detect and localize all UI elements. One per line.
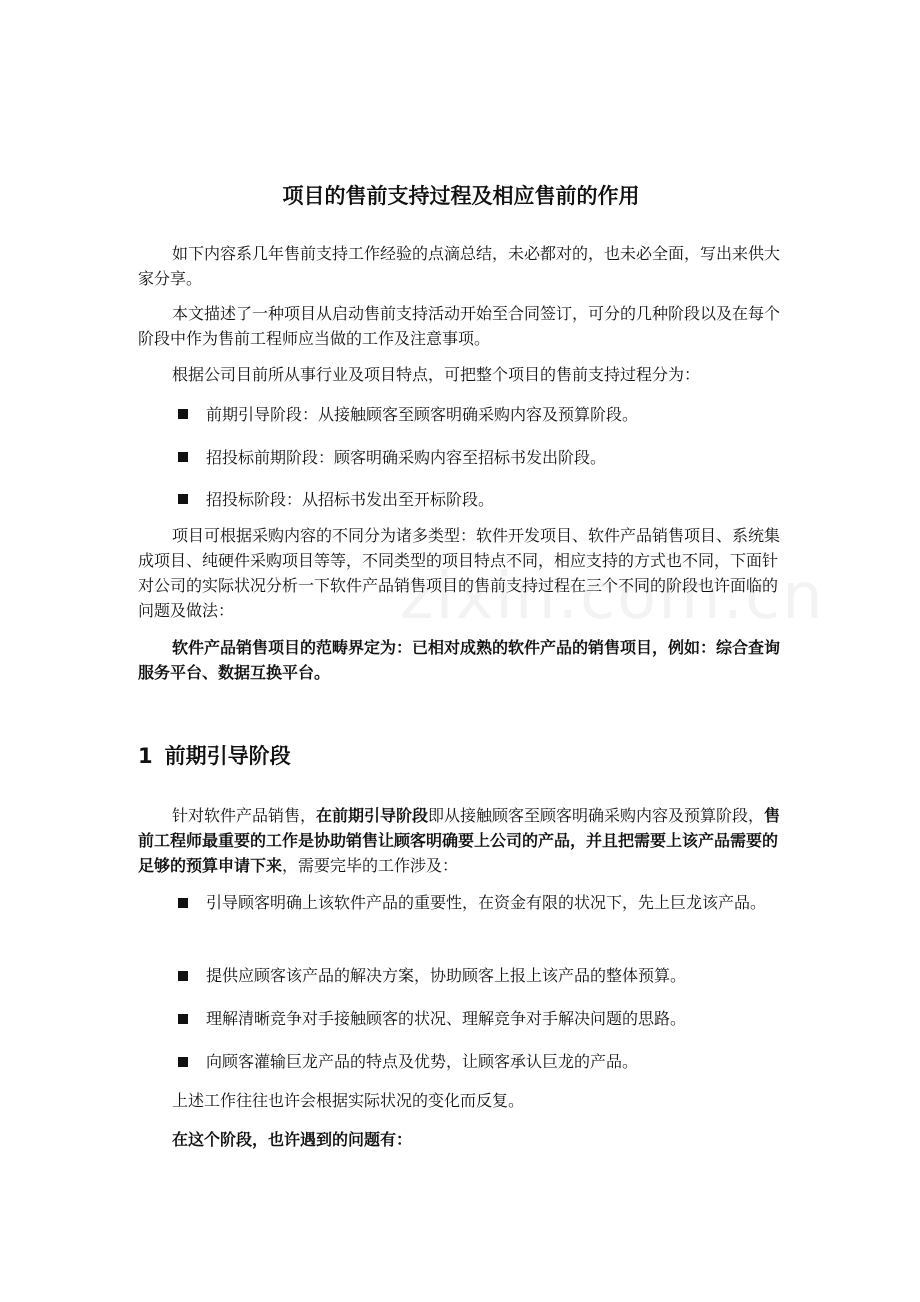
intro-paragraph-3: 根据公司目前所从事行业及项目特点，可把整个项目的售前支持过程分为： xyxy=(172,365,701,384)
square-bullet-icon xyxy=(178,494,188,504)
task-text: 引导顾客明确上该软件产品的重要性，在资金有限的状况下，先上巨龙该产品。 xyxy=(206,893,767,912)
definition-paragraph: 软件产品销售项目的范畴界定为：已相对成熟的软件产品的销售项目，例如：综合查询服务平台、数据互换平台。 xyxy=(138,638,781,682)
section-number: 1 xyxy=(138,744,153,768)
section-1-heading xyxy=(138,738,291,774)
square-bullet-icon xyxy=(178,971,188,981)
types-paragraph: 项目可根据采购内容的不同分为诸多类型：软件开发项目、软件产品销售项目、系统集成项目、纯硬件采购项目等等，不同类型的项目特点不同，相应支持的方式也不同，下面针对公司的实际状况分析一下软件产品销售项目的售前支持过程在三个不同的阶段也许面临的问题及做法： xyxy=(138,526,781,620)
task-text: 提供应顾客该产品的解决方案，协助顾客上报上该产品的整体预算。 xyxy=(206,966,687,985)
para-text: 即从接触顾客至顾客明确采购内容及预算阶段， xyxy=(428,806,765,825)
para-bold-text: 售前工程师最重要的工作是协助销售让顾客明确要上公司的产品，并且把需要上该产品需要的足够的预算申请下来 xyxy=(138,806,781,875)
phase-text: 招投标前期阶段：顾客明确采购内容至招标书发出阶段。 xyxy=(206,448,607,467)
phase-list-item xyxy=(178,445,784,470)
task-list-item xyxy=(178,960,784,992)
phase-text: 前期引导阶段：从接触顾客至顾客明确采购内容及预算阶段。 xyxy=(206,405,639,424)
square-bullet-icon xyxy=(178,1014,188,1024)
phase-list-item xyxy=(178,402,784,427)
para-bold-text: 在前期引导阶段 xyxy=(316,806,429,825)
para-text: ，需要完毕的工作涉及： xyxy=(282,856,459,875)
square-bullet-icon xyxy=(178,452,188,462)
repeat-note: 上述工作往往也许会根据实际状况的变化而反复。 xyxy=(172,1091,525,1110)
para-text: 针对软件产品销售， xyxy=(172,806,317,825)
problems-label: 在这个阶段，也许遇到的问题有： xyxy=(172,1130,413,1149)
square-bullet-icon xyxy=(178,898,188,908)
task-text: 理解清晰竞争对手接触顾客的状况、理解竞争对手解决问题的思路。 xyxy=(206,1009,687,1028)
intro-paragraph-1: 如下内容系几年售前支持工作经验的点滴总结，未必都对的，也未必全面，写出来供大家分享。 xyxy=(138,244,781,288)
section-title: 前期引导阶段 xyxy=(164,744,291,768)
task-text: 向顾客灌输巨龙产品的特点及优势，让顾客承认巨龙的产品。 xyxy=(206,1052,639,1071)
intro-paragraph-2: 本文描述了一种项目从启动售前支持活动开始至合同签订，可分的几种阶段以及在每个阶段中作为售前工程师应当做的工作及注意事项。 xyxy=(138,304,781,348)
section-1-paragraph xyxy=(138,803,784,878)
phase-text: 招投标阶段：从招标书发出至开标阶段。 xyxy=(206,490,495,509)
document-title: 项目的售前支持过程及相应售前的作用 xyxy=(282,184,640,208)
square-bullet-icon xyxy=(178,409,188,419)
phase-list-item xyxy=(178,487,784,512)
task-list-item xyxy=(178,1003,784,1035)
task-list-item xyxy=(178,887,784,919)
task-list-item xyxy=(178,1046,784,1078)
square-bullet-icon xyxy=(178,1057,188,1067)
